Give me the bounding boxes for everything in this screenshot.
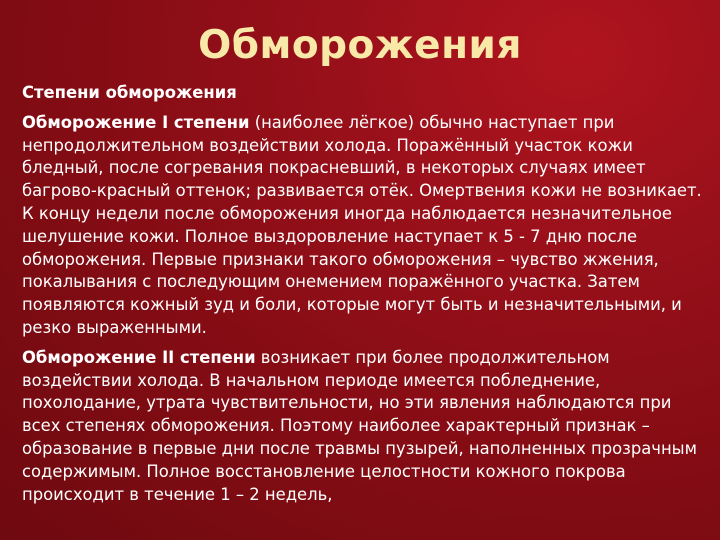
paragraph-text: (наиболее лёгкое) обычно наступает при непродолжительном воздействии холода. Поражённый участок кожи бледный, после согревания покрасневший, в некоторых случаях имеет багрово-красный оттенок; развивается отёк. Омертвения кожи не возникает. К концу недели после обморожения иногда наблюдается незначительное шелушение кожи. Полное выздоровление наступает к 5 - 7 дню после обморожения. Первые признаки такого обморожения – чувство жжения, покалывания с последующим онемением поражённого участка. Затем появляются кожный зуд и боли, которые могут быть и незначительными, и резко выраженными. <box>22 112 702 337</box>
slide-title: Обморожения <box>198 23 522 68</box>
section-subheading: Степени обморожения <box>22 83 237 102</box>
paragraph-degree-1 <box>22 112 702 340</box>
paragraph-text: возникает при более продолжительном воздействии холода. В начальном периоде имеется побледнение, похолодание, утрата чувствительности, но эти явления наблюдаются при всех степенях обморожения. Поэтому наиболее характерный признак – образование в первые дни после травмы пузырей, наполненных прозрачным содержимым. Полное восстановление целостности кожного покрова происходит в течение 1 – 2 недель, <box>22 347 697 504</box>
slide-content <box>22 82 702 513</box>
paragraph-degree-2 <box>22 347 702 507</box>
paragraph-lead: Обморожение II степени <box>22 347 256 367</box>
paragraph-lead: Обморожение I степени <box>22 112 250 132</box>
